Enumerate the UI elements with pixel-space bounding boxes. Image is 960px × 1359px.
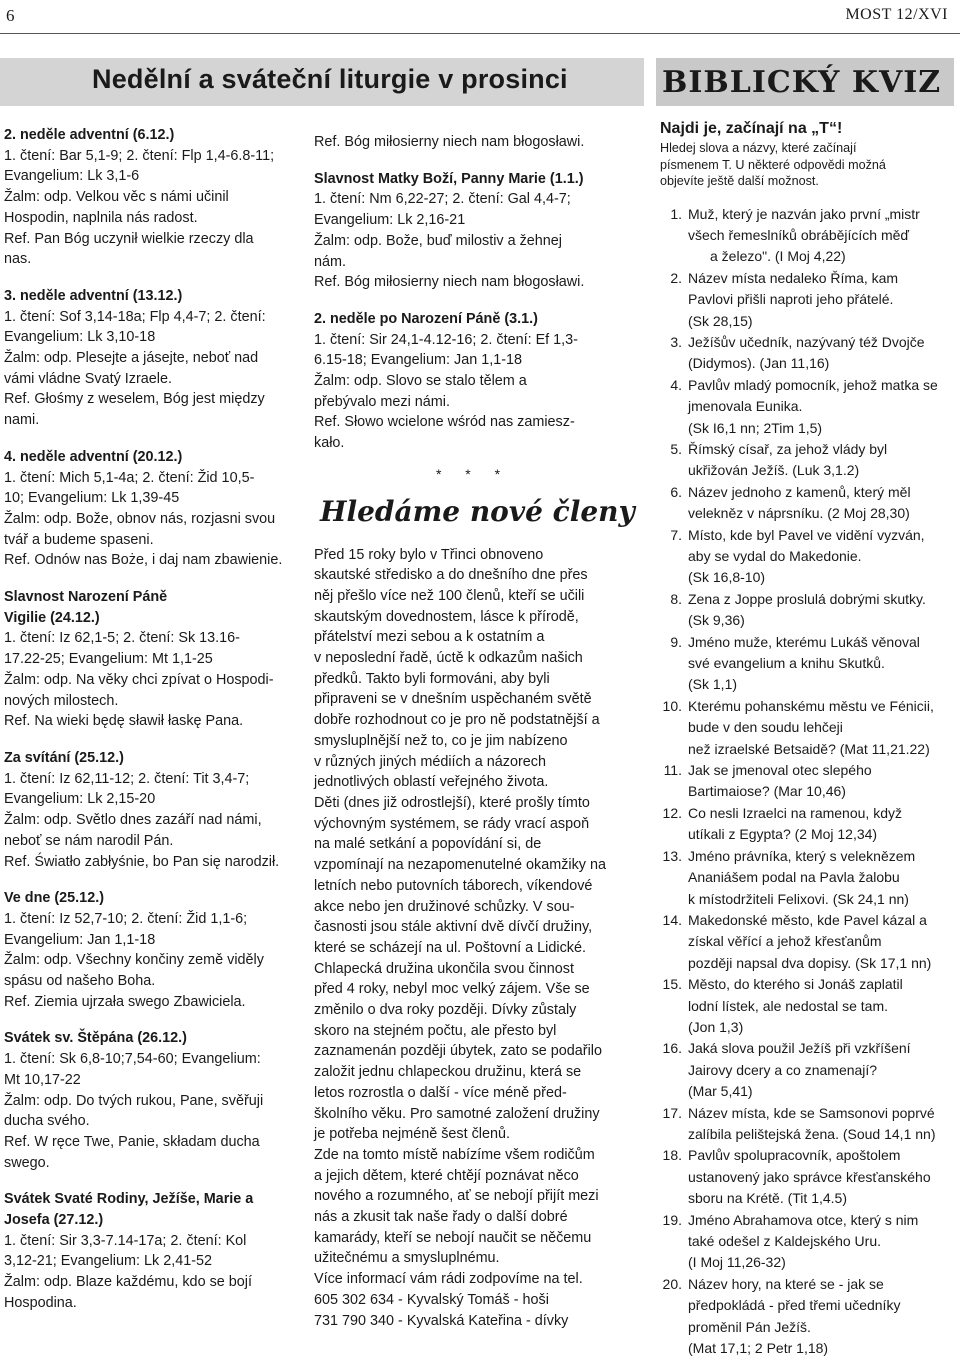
question-line: Město, do kterého si Jonáš zaplatil xyxy=(688,974,950,995)
block-spacer xyxy=(314,293,632,309)
reading-line: přebývalo mezi námi. xyxy=(314,392,632,413)
liturgy-block xyxy=(4,888,308,1012)
block-spacer xyxy=(4,1012,308,1028)
article-line: Děti (dnes již odrostlejší), které prošly tímto xyxy=(314,793,632,814)
question-number: 10. xyxy=(660,696,688,760)
quiz-question xyxy=(660,332,950,375)
question-text xyxy=(688,482,950,525)
question-number: 16. xyxy=(660,1038,688,1102)
question-number: 7. xyxy=(660,525,688,589)
members-title: Hledáme nové členy xyxy=(320,495,632,529)
question-line: než izraelské Betsaidě? (Mat 11,21.22) xyxy=(688,739,950,760)
question-number: 5. xyxy=(660,439,688,482)
question-line: Římský císař, za jehož vlády byl xyxy=(688,439,950,460)
question-line: Bartimaiose? (Mar 10,46) xyxy=(688,781,950,802)
page-header xyxy=(0,0,960,36)
quiz-question xyxy=(660,1274,950,1359)
question-line: Co nesli Izraelci na ramenou, když xyxy=(688,803,950,824)
block-heading: 4. neděle adventní (20.12.) xyxy=(4,447,308,468)
reading-line: Mt 10,17-22 xyxy=(4,1070,308,1091)
block-subheading: Josefa (27.12.) xyxy=(4,1210,308,1231)
question-number: 13. xyxy=(660,846,688,910)
reading-line: Žalm: odp. Na věky chci zpívat o Hospodi- xyxy=(4,670,308,691)
liturgy-title: Nedělní a sváteční liturgie v prosinci xyxy=(92,64,568,95)
reading-line: 1. čtení: Sk 6,8-10;7,54-60; Evangelium: xyxy=(4,1049,308,1070)
question-line: také odešel z Kaldejského Uru. xyxy=(688,1231,950,1252)
question-line: všech řemeslníků obrábějících měď xyxy=(688,225,950,246)
question-text xyxy=(688,1103,950,1146)
question-line: Název jednoho z kamenů, který měl xyxy=(688,482,950,503)
reading-line: Ref. Bóg miłosierny niech nam błogosławi. xyxy=(314,272,632,293)
question-line: Název místa nedaleko Říma, kam xyxy=(688,268,950,289)
reading-line: Evangelium: Jan 1,1-18 xyxy=(4,930,308,951)
reading-line: Ref. W ręce Twe, Panie, składam ducha xyxy=(4,1132,308,1153)
reading-line: Ref. Głośmy z weselem, Bóg jest między xyxy=(4,389,308,410)
reading-line: 1. čtení: Sir 24,1-4.12-16; 2. čtení: Ef 1,3- xyxy=(314,330,632,351)
question-text xyxy=(688,525,950,589)
liturgy-block xyxy=(4,748,308,872)
question-line: Pavlův spolupracovník, apoštolem xyxy=(688,1145,950,1166)
question-number: 15. xyxy=(660,974,688,1038)
quiz-question xyxy=(660,846,950,910)
reading-line: Evangelium: Lk 2,16-21 xyxy=(314,210,632,231)
reading-line: Žalm: odp. Plesejte a jásejte, neboť nad xyxy=(4,348,308,369)
quiz-question xyxy=(660,632,950,696)
article-line: zaznamenán později úbytek, zato se podařilo xyxy=(314,1041,632,1062)
question-line: bude v den soudu lehčeji xyxy=(688,717,950,738)
reading-line: ducha svého. xyxy=(4,1111,308,1132)
article-line: v neposlední řadě, úctě k odkazům našich xyxy=(314,648,632,669)
quiz-heading: Najdi je, začínají na „T“! xyxy=(660,118,950,140)
block-spacer xyxy=(4,270,308,286)
article-line: změnilo o dva roky později. Dívky zůstaly xyxy=(314,1000,632,1021)
question-line: Jaká slova použil Ježíš při vzkříšení xyxy=(688,1038,950,1059)
reading-line: Žalm: odp. Světlo dnes zazáří nad námi, xyxy=(4,810,308,831)
article-line: 731 790 340 - Kyvalská Kateřina - dívky xyxy=(314,1311,632,1332)
question-text xyxy=(688,846,950,910)
question-text xyxy=(688,696,950,760)
article-line: před 4 roky, nebyl moc velký zájem. Vše se xyxy=(314,979,632,1000)
liturgy-block xyxy=(314,309,632,454)
reading-line: Žalm: odp. Velkou věc s námi učinil xyxy=(4,187,308,208)
question-line: Muž, který je nazván jako první „mistr xyxy=(688,204,950,225)
article-line: které se scházejí na ul. Poštovní a Lidické. xyxy=(314,938,632,959)
question-text xyxy=(688,268,950,332)
liturgy-column-2-blocks xyxy=(314,132,632,454)
question-line: ustanovený jako správce křesťanského xyxy=(688,1167,950,1188)
reading-line: nas. xyxy=(4,249,308,270)
article-line: 605 302 634 - Kyvalský Tomáš - hoši xyxy=(314,1290,632,1311)
block-subheading: Vigilie (24.12.) xyxy=(4,608,308,629)
liturgy-block xyxy=(4,447,308,571)
article-line: skautské středisko a do dnešního dne přes xyxy=(314,565,632,586)
block-spacer xyxy=(314,153,632,169)
question-number: 2. xyxy=(660,268,688,332)
reading-line: Žalm: odp. Do tvých rukou, Pane, svěřuji xyxy=(4,1091,308,1112)
question-line: Ježíšův učedník, nazývaný též Dvojče xyxy=(688,332,950,353)
reading-line: Žalm: odp. Slovo se stalo tělem a xyxy=(314,371,632,392)
reading-line: Ref. Ziemia ujrzała swego Zbawiciela. xyxy=(4,992,308,1013)
intro-line: Hledej slova a názvy, které začínají xyxy=(660,140,950,157)
reading-line: Žalm: odp. Blaze každému, kdo se bojí xyxy=(4,1272,308,1293)
liturgy-block xyxy=(314,169,632,293)
question-line: předpokládá - před třemi učedníky xyxy=(688,1295,950,1316)
reading-line: 1. čtení: Iz 62,11-12; 2. čtení: Tit 3,4-7; xyxy=(4,769,308,790)
block-heading: Slavnost Narození Páně xyxy=(4,587,308,608)
reading-line: 1. čtení: Iz 62,1-5; 2. čtení: Sk 13.16- xyxy=(4,628,308,649)
question-line: jmenovala Eunika. xyxy=(688,396,950,417)
article-line: v různých jiných médiích a názorech xyxy=(314,752,632,773)
quiz-question xyxy=(660,482,950,525)
reading-line: neboť se nám narodil Pán. xyxy=(4,831,308,852)
block-heading: 2. neděle adventní (6.12.) xyxy=(4,125,308,146)
question-line: k místodržiteli Felixovi. (Sk 24,1 nn) xyxy=(688,889,950,910)
question-line: Pavlův mladý pomocník, jehož matka se xyxy=(688,375,950,396)
question-line: zalíbila pelištejská žena. (Soud 14,1 nn) xyxy=(688,1124,950,1145)
article-line: vzpomínají na nezapomenutelné okamžiky na xyxy=(314,855,632,876)
reading-line: tvář a budeme spaseni. xyxy=(4,530,308,551)
reading-line: Ref. Pan Bóg uczynił wielkie rzeczy dla xyxy=(4,229,308,250)
question-line: sboru na Krétě. (Tit 1,4.5) xyxy=(688,1188,950,1209)
article-line: skoro na stejném počtu, ale přesto byl xyxy=(314,1021,632,1042)
question-number: 19. xyxy=(660,1210,688,1274)
question-line: aby se vydal do Makedonie. xyxy=(688,546,950,567)
question-line: Jméno muže, kterému Lukáš věnoval xyxy=(688,632,950,653)
question-text xyxy=(688,439,950,482)
reading-line: nami. xyxy=(4,410,308,431)
section-separator: * * * xyxy=(314,464,632,485)
reading-line: 1. čtení: Mich 5,1-4a; 2. čtení: Žid 10,5- xyxy=(4,468,308,489)
article-line: smysluplnější než to, co je jim nabízeno xyxy=(314,731,632,752)
question-line: (Sk 28,15) xyxy=(688,311,950,332)
question-text xyxy=(688,760,950,803)
question-line: Název hory, na které se - jak se xyxy=(688,1274,950,1295)
reading-line: Ref. Bóg miłosierny niech nam błogosławi. xyxy=(314,132,632,153)
liturgy-block xyxy=(4,587,308,732)
reading-line: 17.22-25; Evangelium: Mt 1,1-25 xyxy=(4,649,308,670)
question-number: 1. xyxy=(660,204,688,268)
question-line: velekněz v náprsníku. (2 Moj 28,30) xyxy=(688,503,950,524)
quiz-question xyxy=(660,525,950,589)
question-line: (Sk 9,36) xyxy=(688,610,950,631)
article-line: Více informací vám rádi zodpovíme na tel. xyxy=(314,1269,632,1290)
reading-line: 1. čtení: Iz 52,7-10; 2. čtení: Žid 1,1-6; xyxy=(4,909,308,930)
article-line: založit jednu chlapeckou družinu, která se xyxy=(314,1062,632,1083)
article-line: je potřeba nejméně šest členů. xyxy=(314,1124,632,1145)
article-line: nového a rozumného, ať se nebojí přijít mezi xyxy=(314,1186,632,1207)
quiz-intro xyxy=(660,140,950,190)
reading-line: 1. čtení: Sir 3,3-7.14-17a; 2. čtení: Kol xyxy=(4,1231,308,1252)
liturgy-block xyxy=(4,125,308,270)
question-line: Název místa, kde se Samsonovi poprvé xyxy=(688,1103,950,1124)
question-number: 8. xyxy=(660,589,688,632)
reading-line: Evangelium: Lk 3,1-6 xyxy=(4,166,308,187)
article-line: nás a zkusit tak naše řady o další dobré xyxy=(314,1207,632,1228)
liturgy-block xyxy=(4,1189,308,1313)
quiz-list xyxy=(660,204,950,1359)
article-line: předků. Takto byli formováni, aby byli xyxy=(314,669,632,690)
block-spacer xyxy=(4,431,308,447)
question-line: Jairovy dcery a co znamenají? xyxy=(688,1060,950,1081)
liturgy-column-2 xyxy=(314,132,632,1331)
question-text xyxy=(688,204,950,268)
reading-line: Hospodin, naplnila nás radost. xyxy=(4,208,308,229)
quiz-question xyxy=(660,803,950,846)
reading-line: 3,12-21; Evangelium: Lk 2,41-52 xyxy=(4,1251,308,1272)
question-line: později napsal dva dopisy. (Sk 17,1 nn) xyxy=(688,953,950,974)
block-heading: Svátek Svaté Rodiny, Ježíše, Marie a xyxy=(4,1189,308,1210)
question-line: Jak se jmenoval otec slepého xyxy=(688,760,950,781)
article-line: něj přešlo více než 100 členů, kteří se učili xyxy=(314,586,632,607)
block-heading: Ve dne (25.12.) xyxy=(4,888,308,909)
question-text xyxy=(688,589,950,632)
quiz-question xyxy=(660,204,950,268)
question-line: (Jon 1,3) xyxy=(688,1017,950,1038)
block-heading: Slavnost Matky Boží, Panny Marie (1.1.) xyxy=(314,169,632,190)
reading-line: Ref. Odnów nas Boże, i daj nam zbawienie. xyxy=(4,550,308,571)
quiz-question xyxy=(660,910,950,974)
liturgy-block xyxy=(314,132,632,153)
reading-line: nových milostech. xyxy=(4,691,308,712)
article-line: skautským dovednostem, lásce k přírodě, xyxy=(314,607,632,628)
question-line: utíkali z Egypta? (2 Moj 12,34) xyxy=(688,824,950,845)
article-line: výchovným systémem, se rády vrací aspoň xyxy=(314,814,632,835)
question-text xyxy=(688,332,950,375)
question-line: (Mat 17,1; 2 Petr 1,18) xyxy=(688,1338,950,1359)
reading-line: Žalm: odp. Všechny končiny země viděly xyxy=(4,950,308,971)
liturgy-block xyxy=(4,286,308,431)
question-number: 9. xyxy=(660,632,688,696)
reading-line: vámi vládne Svatý Izraele. xyxy=(4,369,308,390)
question-line: Pavlovi přišli naproti jeho přátelé. xyxy=(688,289,950,310)
question-text xyxy=(688,1038,950,1102)
article-line: letos rozrostla o další - více méně před- xyxy=(314,1083,632,1104)
article-line: Před 15 roky bylo v Třinci obnoveno xyxy=(314,545,632,566)
question-text xyxy=(688,1145,950,1209)
question-line: Makedonské město, kde Pavel kázal a xyxy=(688,910,950,931)
article-line: na malé setkání a popovídání si, de xyxy=(314,834,632,855)
article-line: připraveni se v dnešním uspěchaném světě xyxy=(314,689,632,710)
reading-line: Žalm: odp. Bože, obnov nás, rozjasni svou xyxy=(4,509,308,530)
article-line: přátelství mezi sebou a k ostatním a xyxy=(314,627,632,648)
block-heading: 2. neděle po Narození Páně (3.1.) xyxy=(314,309,632,330)
quiz-question xyxy=(660,375,950,439)
reading-line: spásu od našeho Boha. xyxy=(4,971,308,992)
reading-line: 1. čtení: Nm 6,22-27; 2. čtení: Gal 4,4-7; xyxy=(314,189,632,210)
question-line: ukřižován Ježíš. (Luk 3,1.2) xyxy=(688,460,950,481)
article-line: dobře rozhodnout co je pro ně podstatnější a xyxy=(314,710,632,731)
quiz-question xyxy=(660,1210,950,1274)
question-line: Zena z Joppe proslulá dobrými skutky. xyxy=(688,589,950,610)
reading-line: Evangelium: Lk 2,15-20 xyxy=(4,789,308,810)
header-rule xyxy=(0,33,960,34)
article-line: letních nebo putovních táborech, víkendové xyxy=(314,876,632,897)
quiz-question xyxy=(660,974,950,1038)
quiz-question xyxy=(660,268,950,332)
reading-line: Ref. Słowo wcielone wśród nas zamiesz- xyxy=(314,412,632,433)
question-line: lodní lístek, ale nedostal se tam. xyxy=(688,996,950,1017)
reading-line: Žalm: odp. Bože, buď milostiv a žehnej xyxy=(314,231,632,252)
article-line: jednotlivých oblastí veřejného života. xyxy=(314,772,632,793)
question-number: 3. xyxy=(660,332,688,375)
block-heading: Svátek sv. Štěpána (26.12.) xyxy=(4,1028,308,1049)
article-line: užitečnému a smysluplnému. xyxy=(314,1248,632,1269)
quiz-question xyxy=(660,760,950,803)
block-spacer xyxy=(4,1173,308,1189)
quiz-title: BIBLICKÝ KVIZ xyxy=(662,65,941,100)
quiz-question xyxy=(660,439,950,482)
block-spacer xyxy=(4,732,308,748)
liturgy-banner xyxy=(0,58,644,106)
question-line: Jméno právníka, který s veleknězem xyxy=(688,846,950,867)
article-line: Chlapecká družina ukončila svou činnost xyxy=(314,959,632,980)
page-number: 6 xyxy=(6,6,15,26)
question-number: 18. xyxy=(660,1145,688,1209)
article-line: akce nebo jen družinové schůzky. V sou- xyxy=(314,897,632,918)
article-line: a jejich dětem, které chtějí poznávat něco xyxy=(314,1166,632,1187)
quiz-question xyxy=(660,696,950,760)
reading-line: 1. čtení: Bar 5,1-9; 2. čtení: Flp 1,4-6.8-11; xyxy=(4,146,308,167)
question-number: 20. xyxy=(660,1274,688,1359)
quiz-banner xyxy=(656,58,954,106)
reading-line: nám. xyxy=(314,252,632,273)
question-number: 6. xyxy=(660,482,688,525)
question-number: 17. xyxy=(660,1103,688,1146)
question-line: získal věřící a jehož křesťanům xyxy=(688,931,950,952)
question-number: 11. xyxy=(660,760,688,803)
intro-line: objevíte ještě další možnost. xyxy=(660,173,950,190)
reading-line: Evangelium: Lk 3,10-18 xyxy=(4,327,308,348)
question-line: (I Moj 11,26-32) xyxy=(688,1252,950,1273)
question-line: Ananiášem podal na Pavla žalobu xyxy=(688,867,950,888)
question-text xyxy=(688,632,950,696)
article-line: Zde na tomto místě nabízíme všem rodičům xyxy=(314,1145,632,1166)
reading-line: 10; Evangelium: Lk 1,39-45 xyxy=(4,488,308,509)
question-line: (Sk 16,8-10) xyxy=(688,567,950,588)
members-article xyxy=(314,545,632,1332)
block-spacer xyxy=(4,571,308,587)
quiz-question xyxy=(660,589,950,632)
article-line: časnosti jsou stále aktivní dvě dívčí družiny, xyxy=(314,917,632,938)
reading-line: Hospodina. xyxy=(4,1293,308,1314)
question-line: (Didymos). (Jan 11,16) xyxy=(688,353,950,374)
article-line: kamarády, kteří se nebojí naučit se něčemu xyxy=(314,1228,632,1249)
question-text xyxy=(688,375,950,439)
question-text xyxy=(688,974,950,1038)
question-text xyxy=(688,803,950,846)
question-line: Místo, kde byl Pavel ve vidění vyzván, xyxy=(688,525,950,546)
issue-label: MOST 12/XVI xyxy=(845,6,948,24)
question-line: a železo". (I Moj 4,22) xyxy=(688,246,950,267)
quiz-column xyxy=(660,118,950,1359)
question-line: Jméno Abrahamova otce, který s nim xyxy=(688,1210,950,1231)
quiz-question xyxy=(660,1145,950,1209)
question-line: Kterému pohanskému městu ve Fénicii, xyxy=(688,696,950,717)
question-line: (Mar 5,41) xyxy=(688,1081,950,1102)
liturgy-block xyxy=(4,1028,308,1173)
question-number: 4. xyxy=(660,375,688,439)
question-line: proměnil Pán Ježíš. xyxy=(688,1317,950,1338)
question-line: (Sk I6,1 nn; 2Tim 1,5) xyxy=(688,418,950,439)
article-line: školního věku. Pro samotné založení družiny xyxy=(314,1104,632,1125)
liturgy-column-1 xyxy=(4,125,308,1314)
reading-line: swego. xyxy=(4,1153,308,1174)
question-line: (Sk 1,1) xyxy=(688,674,950,695)
question-text xyxy=(688,1210,950,1274)
reading-line: 6.15-18; Evangelium: Jan 1,1-18 xyxy=(314,350,632,371)
reading-line: Ref. Światło zabłyśnie, bo Pan się narodził. xyxy=(4,852,308,873)
block-spacer xyxy=(4,872,308,888)
block-heading: Za svítání (25.12.) xyxy=(4,748,308,769)
question-line: své evangelium a knihu Skutků. xyxy=(688,653,950,674)
question-text xyxy=(688,910,950,974)
question-number: 14. xyxy=(660,910,688,974)
question-number: 12. xyxy=(660,803,688,846)
question-text xyxy=(688,1274,950,1359)
reading-line: kało. xyxy=(314,433,632,454)
reading-line: 1. čtení: Sof 3,14-18a; Flp 4,4-7; 2. čtení: xyxy=(4,307,308,328)
quiz-question xyxy=(660,1038,950,1102)
block-heading: 3. neděle adventní (13.12.) xyxy=(4,286,308,307)
quiz-question xyxy=(660,1103,950,1146)
reading-line: Ref. Na wieki będę sławił łaskę Pana. xyxy=(4,711,308,732)
intro-line: písmenem T. U některé odpovědi možná xyxy=(660,157,950,174)
